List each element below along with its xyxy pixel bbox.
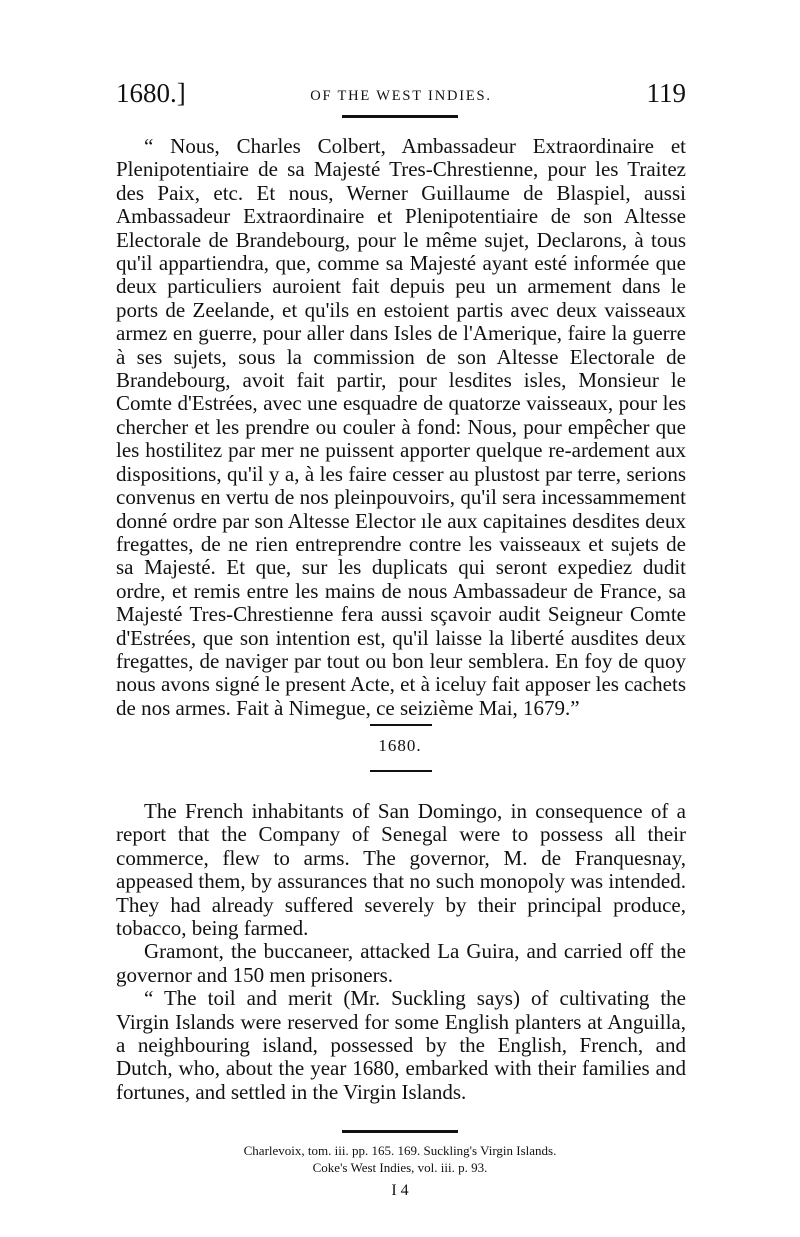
footnote-rule	[342, 1130, 458, 1133]
section-title: 1680.	[378, 736, 422, 755]
signature-mark: I 4	[391, 1182, 409, 1199]
quoted-document	[116, 135, 686, 720]
footnote-line-2: Coke's West Indies, vol. iii. p. 93.	[312, 1160, 488, 1175]
header-rule	[342, 115, 458, 118]
paragraph-san-domingo: The French inhabitants of San Domingo, in consequence of a report that the Company of Senegal were to possess all their commerce, flew to arms. The governor, M. de Franquesnay, appeased them, by assurances that no such monopoly was intended. They had already suffered severely by their principal produce, tobacco, being farmed.	[116, 799, 686, 941]
footnote-line-1: Charlevoix, tom. iii. pp. 165. 169. Suckling's Virgin Islands.	[243, 1143, 557, 1158]
paragraph-gramont: Gramont, the buccaneer, attacked La Guira, and carried off the governor and 150 men prisoners.	[116, 939, 686, 987]
main-text	[116, 800, 686, 1104]
section-rule-top	[370, 724, 432, 726]
page-number: 119	[646, 78, 686, 108]
quote-paragraph: “ Nous, Charles Colbert, Ambassadeur Extraordinaire et Plenipotentiaire de sa Majesté Tres-Chrestienne, pour les Traitez des Paix, etc. Et nous, Werner Guillaume de Blaspiel, aussi Ambassadeur Extraordinaire et Plenipotentiaire de son Altesse Electorale de Brandebourg, pour le même sujet, Declarons, à tous qu'il appartiendra, que, comme sa Majesté ayant esté informée que deux particuliers auroient fait depuis peu un armement dans le ports de Zeelande, et qu'ils en estoient partis avec deux vaisseaux armez en guerre, pour aller dans Isles de l'Amerique, faire la guerre à ses sujets, sous la commission de son Altesse Electorale de Brandebourg, avoit fait partir, pour lesdites isles, Monsieur le Comte d'Estrées, avec une esquadre de quatorze vaisseaux, pour les chercher et les prendre ou couler à fond: Nous, pour empêcher que les hostilitez par mer ne puissent apporter quelque re-ardement aux dispositions, qu'il y a, à les faire cesser au plustost par terre, serions convenus en vertu de nos pleinpouvoirs, qu'il sera incessammement donné ordre par son Altesse Elector ıle aux capitaines desdites deux fregattes, de ne rien entreprendre contre les vaisseaux et sujets de sa Majesté. Et que, sur les duplicats qui seront expediez dudit ordre, et remis entre les mains de nous Ambassadeur de France, sa Majesté Tres-Chrestienne fera aussi sçavoir audit Seigneur Comte d'Estrées, que son intention est, qu'il laisse la liberté ausdites deux fregattes, de naviger par tout ou bon leur semblera. En foy de quoy nous avons signé le present Acte, et à iceluy fait apposer les cachets de nos armes. Fait à Nimegue, ce seizième Mai, 1679.”	[116, 134, 686, 720]
paragraph-virgin-islands: “ The toil and merit (Mr. Suckling says) of cultivating the Virgin Islands were reserved for some English planters at Anguilla, a neighbouring island, possessed by the English, French, and Dutch, who, about the year 1680, embarked with their families and fortunes, and settled in the Virgin Islands.	[116, 986, 686, 1104]
section-rule-bottom	[370, 770, 432, 772]
header-title: OF THE WEST INDIES.	[310, 88, 492, 104]
running-header	[116, 78, 686, 118]
header-year: 1680.]	[116, 78, 186, 108]
